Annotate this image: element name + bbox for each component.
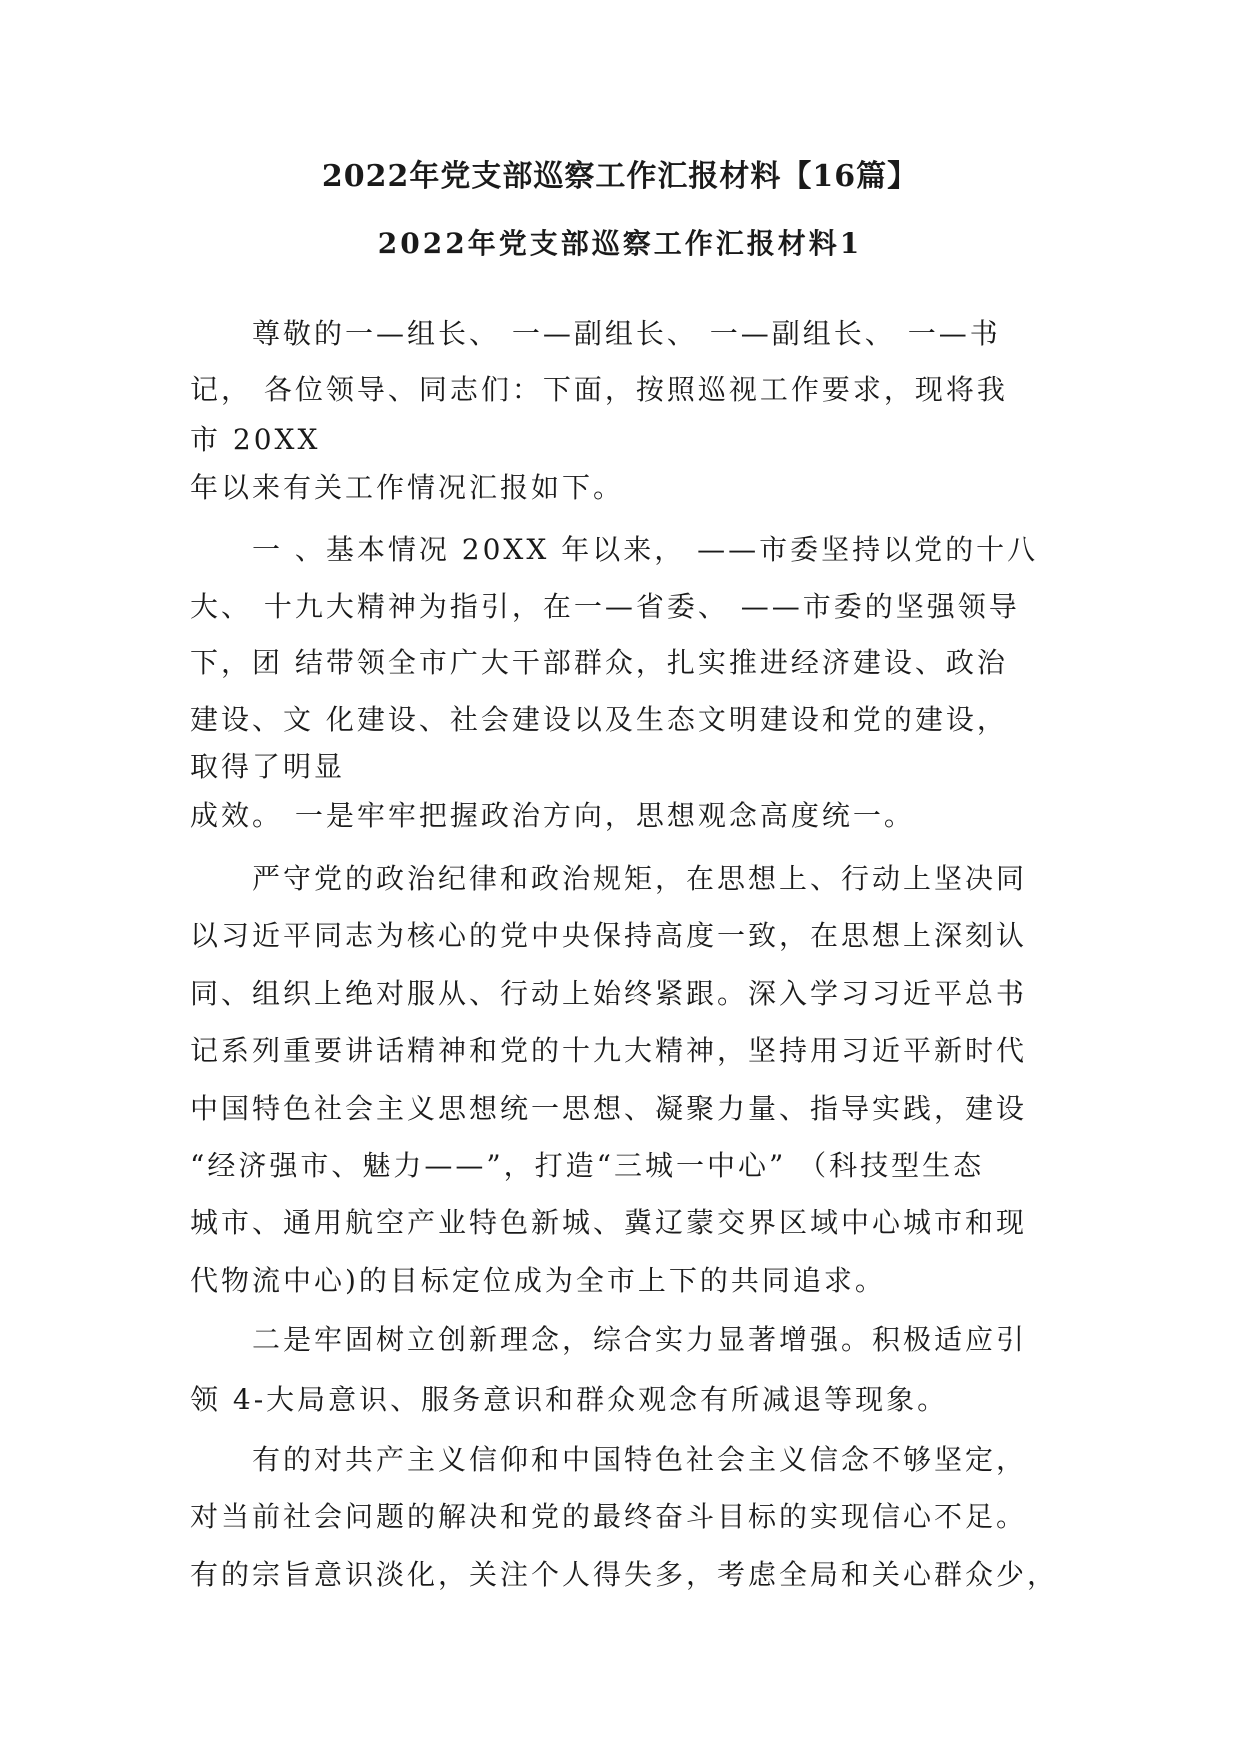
body-line: 大、 十九大精神为指引，在一—省委、 ——市委的坚强领导 xyxy=(190,590,1020,623)
body-line: 市 20XX xyxy=(190,423,321,456)
body-line: 严守党的政治纪律和政治规矩，在思想上、行动上坚决同 xyxy=(252,862,1028,895)
body-line: 中国特色社会主义思想统一思想、凝聚力量、指导实践，建设 xyxy=(190,1092,1028,1125)
body-line: 二是牢固树立创新理念，综合实力显著增强。积极适应引 xyxy=(252,1323,1028,1356)
body-line: 记， 各位领导、同志们：下面，按照巡视工作要求，现将我 xyxy=(190,373,1008,406)
body-line: 同、组织上绝对服从、行动上始终紧跟。深入学习习近平总书 xyxy=(190,977,1028,1010)
body-line: 建设、文 化建设、社会建设以及生态文明建设和党的建设， xyxy=(190,703,1008,736)
body-line: 年以来有关工作情况汇报如下。 xyxy=(190,471,625,504)
body-line: 代物流中心)的目标定位成为全市上下的共同追求。 xyxy=(190,1264,886,1297)
body-line: 一 、基本情况 20XX 年以来， ——市委坚持以党的十八 xyxy=(252,533,1039,566)
body-line: 成效。 一是牢牢把握政治方向，思想观念高度统一。 xyxy=(190,799,915,832)
body-line: 有的对共产主义信仰和中国特色社会主义信念不够坚定， xyxy=(252,1443,1028,1476)
body-line: “经济强市、魅力——”，打造“三城一中心” （科技型生态 xyxy=(190,1149,985,1182)
document-title: 2022年党支部巡察工作汇报材料【16篇】 xyxy=(321,159,919,194)
body-line: 下，团 结带领全市广大干部群众，扎实推进经济建设、政治 xyxy=(190,646,1008,679)
body-line: 有的宗旨意识淡化，关注个人得失多，考虑全局和关心群众少， xyxy=(190,1558,1059,1591)
body-line: 城市、通用航空产业特色新城、冀辽蒙交界区域中心城市和现 xyxy=(190,1206,1028,1239)
body-line: 以习近平同志为核心的党中央保持高度一致，在思想上深刻认 xyxy=(190,919,1028,952)
body-line: 领 4-大局意识、服务意识和群众观念有所减退等现象。 xyxy=(190,1383,949,1416)
body-line: 对当前社会问题的解决和党的最终奋斗目标的实现信心不足。 xyxy=(190,1500,1028,1533)
body-line: 尊敬的一—组长、 一—副组长、 一—副组长、 一—书 xyxy=(252,317,1001,350)
body-line: 记系列重要讲话精神和党的十九大精神，坚持用习近平新时代 xyxy=(190,1034,1028,1067)
body-line: 取得了明显 xyxy=(190,750,346,783)
document-subtitle: 2022年党支部巡察工作汇报材料1 xyxy=(377,227,863,260)
